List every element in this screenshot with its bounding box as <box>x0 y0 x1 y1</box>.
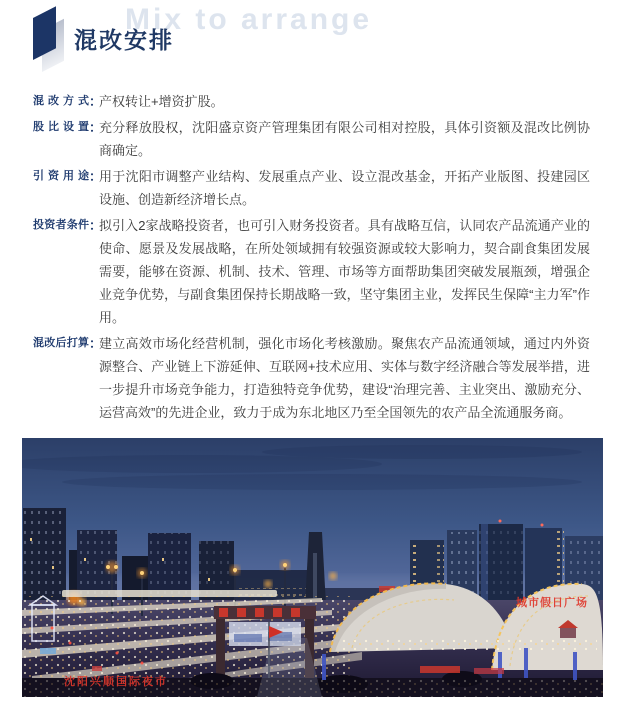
section-label: 股比设置 <box>33 121 89 133</box>
page-title: 混改安排 <box>74 27 174 53</box>
section-colon: ： <box>89 169 103 184</box>
dome-sign-text: 城市假日广场 <box>516 597 588 609</box>
header-watermark: Mix to arrange <box>125 3 373 36</box>
section-text: 用于沈阳市调整产业结构、发展重点产业、设立混改基金，开拓产业版图、投建园区设施、创造新经济增长点。 <box>99 169 590 207</box>
section-row-investor-conditions <box>33 214 590 329</box>
night-market-banner-text: 沈阳兴顺国际夜市 <box>64 676 168 688</box>
section-text: 拟引入2家战略投资者，也可引入财务投资者。具有战略互信，认同农产品流通产业的使命、愿景及发展战略，在所处领域拥有较强资源或较大影响力，契合副食集团发展需要，能够在资源、机制、技术、管理、市场等方面帮助集团突破发展瓶颈，增强企业竞争优势，与副食集团保持长期战略一致，坚守集团主业，发挥民生保障“主力军”作用。 <box>99 218 590 325</box>
section-text: 充分释放股权，沈阳盛京资产管理集团有限公司相对控股，具体引资额及混改比例协商确定。 <box>99 120 590 158</box>
section-label: 投资者条件 <box>33 219 89 231</box>
section-text: 产权转让+增资扩股。 <box>99 94 224 109</box>
section-row-mixed-reform-method <box>33 90 590 113</box>
section-label: 引资用途 <box>33 170 89 182</box>
section-label: 混改后打算 <box>33 337 89 349</box>
section-row-equity-ratio <box>33 116 590 162</box>
section-text: 建立高效市场化经营机制，强化市场化考核激励。聚焦农产品流通领域，通过内外资源整合、产业链上下游延伸、互联网+技术应用、实体与数字经济融合等发展举措，进一步提升市场竞争能力，打造独特竞争优势，建设“治理完善、主业突出、激励充分、运营高效”的先进企业，致力于成为东北地区乃至全国领先的农产品全流通服务商。 <box>99 336 590 420</box>
section-colon: ： <box>89 218 103 233</box>
section-row-capital-usage <box>33 165 590 211</box>
night-market-photo <box>22 438 603 697</box>
night-market-photo-svg <box>22 438 603 697</box>
header-parallelogram-icon <box>33 6 79 78</box>
section-colon: ： <box>89 120 103 135</box>
section-colon: ： <box>89 94 103 109</box>
page-header <box>0 0 623 78</box>
section-row-post-reform-plan <box>33 332 590 424</box>
content-area <box>0 78 623 424</box>
section-label: 混改方式 <box>33 95 89 107</box>
section-colon: ： <box>89 336 103 351</box>
